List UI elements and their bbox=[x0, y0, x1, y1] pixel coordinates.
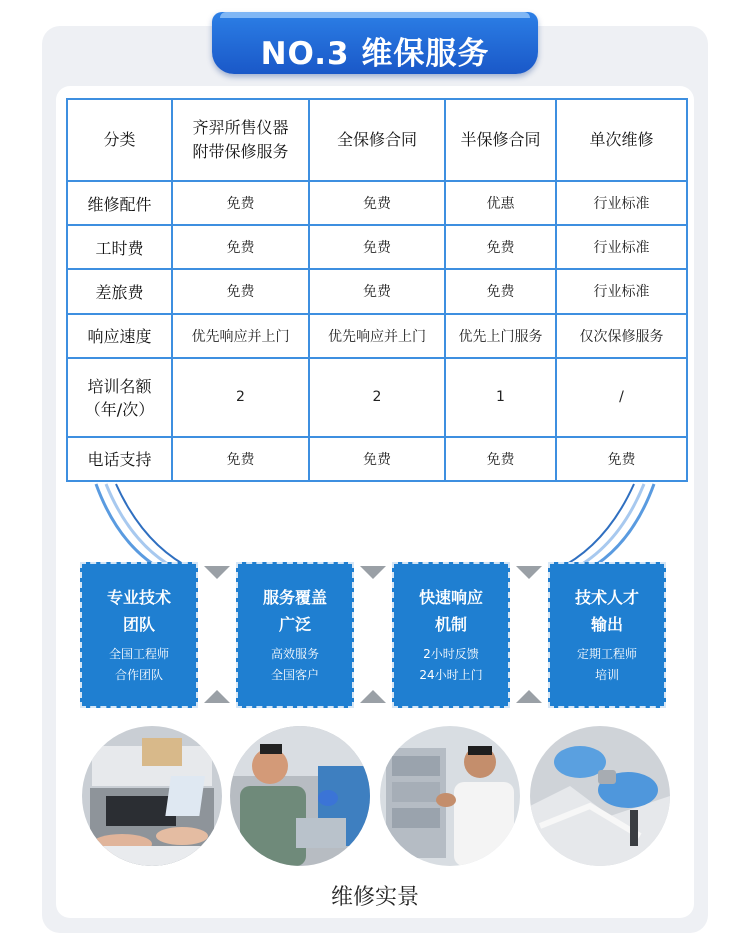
feature-card bbox=[236, 562, 354, 708]
table-row bbox=[67, 358, 687, 437]
table-header-line: 附带保修服务 bbox=[192, 142, 289, 162]
feature-title bbox=[238, 584, 352, 638]
row-label-line: 培训名额 bbox=[87, 377, 152, 397]
instrument-service-photo bbox=[380, 726, 520, 866]
feature-title-line: 技术人才 bbox=[574, 588, 639, 607]
table-header-cell bbox=[172, 99, 309, 181]
feature-title-line: 服务覆盖 bbox=[262, 588, 327, 607]
feature-title-line: 专业技术 bbox=[106, 588, 171, 607]
table-header-cell: 分类 bbox=[67, 99, 172, 181]
row-label: 维修配件 bbox=[67, 181, 172, 225]
table-cell: 免费 bbox=[556, 437, 687, 481]
table-cell: 1 bbox=[445, 358, 556, 437]
table-cell: 优先响应并上门 bbox=[172, 314, 309, 358]
row-label bbox=[67, 358, 172, 437]
row-label: 工时费 bbox=[67, 225, 172, 269]
table-cell: 行业标准 bbox=[556, 225, 687, 269]
table-row bbox=[67, 225, 687, 269]
table-cell: 2 bbox=[309, 358, 445, 437]
triangle-down-icon bbox=[516, 566, 542, 579]
feature-line: 培训 bbox=[594, 668, 619, 682]
table-header-cell: 半保修合同 bbox=[445, 99, 556, 181]
table-row bbox=[67, 269, 687, 313]
table-cell: 优先响应并上门 bbox=[309, 314, 445, 358]
table-cell: 免费 bbox=[309, 225, 445, 269]
table-header-line: 齐羿所售仪器 bbox=[192, 118, 289, 138]
feature-title-line: 团队 bbox=[122, 615, 155, 634]
feature-line: 2小时反馈 bbox=[423, 647, 479, 661]
feature-line: 合作团队 bbox=[114, 668, 163, 682]
row-label: 响应速度 bbox=[67, 314, 172, 358]
triangle-up-icon bbox=[516, 690, 542, 703]
feature-line: 定期工程师 bbox=[576, 647, 637, 661]
row-label-line: （年/次） bbox=[84, 400, 155, 420]
feature-title-line: 快速响应 bbox=[418, 588, 483, 607]
feature-title bbox=[82, 584, 196, 638]
table-cell: 免费 bbox=[445, 437, 556, 481]
engineer-lab-photo bbox=[230, 726, 370, 866]
table-cell: 行业标准 bbox=[556, 269, 687, 313]
table-cell: 免费 bbox=[445, 269, 556, 313]
table-header-cell: 单次维修 bbox=[556, 99, 687, 181]
table-cell: / bbox=[556, 358, 687, 437]
triangle-down-icon bbox=[360, 566, 386, 579]
table-row bbox=[67, 314, 687, 358]
feature-line: 高效服务 bbox=[270, 647, 319, 661]
table-cell: 优先上门服务 bbox=[445, 314, 556, 358]
row-label: 差旅费 bbox=[67, 269, 172, 313]
laptop-repair-photo bbox=[82, 726, 222, 866]
feature-title-line: 机制 bbox=[434, 615, 467, 634]
feature-details bbox=[238, 644, 352, 686]
feature-title-line: 广泛 bbox=[278, 615, 311, 634]
table-cell: 免费 bbox=[309, 437, 445, 481]
section-title-tab bbox=[212, 12, 538, 74]
table-cell: 免费 bbox=[309, 181, 445, 225]
service-comparison-table bbox=[66, 98, 688, 482]
feature-title bbox=[394, 584, 508, 638]
feature-line: 全国工程师 bbox=[108, 647, 169, 661]
feature-card bbox=[548, 562, 666, 708]
feature-line: 全国客户 bbox=[270, 668, 319, 682]
table-cell: 免费 bbox=[309, 269, 445, 313]
feature-details bbox=[550, 644, 664, 686]
feature-details bbox=[82, 644, 196, 686]
feature-title bbox=[550, 584, 664, 638]
table-cell: 免费 bbox=[172, 225, 309, 269]
table-cell: 2 bbox=[172, 358, 309, 437]
table-cell: 免费 bbox=[172, 437, 309, 481]
feature-line: 24小时上门 bbox=[419, 668, 483, 682]
table-cell: 免费 bbox=[445, 225, 556, 269]
table-cell: 行业标准 bbox=[556, 181, 687, 225]
gallery-caption: 维修实景 bbox=[330, 885, 419, 910]
table-cell: 免费 bbox=[172, 269, 309, 313]
section-title: NO.3 维保服务 bbox=[260, 36, 490, 72]
table-header-cell: 全保修合同 bbox=[309, 99, 445, 181]
table-cell: 优惠 bbox=[445, 181, 556, 225]
feature-title-line: 输出 bbox=[590, 615, 623, 634]
table-row bbox=[67, 181, 687, 225]
triangle-up-icon bbox=[360, 690, 386, 703]
triangle-up-icon bbox=[204, 690, 230, 703]
feature-card bbox=[80, 562, 198, 708]
table-cell: 免费 bbox=[172, 181, 309, 225]
feature-card bbox=[392, 562, 510, 708]
gloved-part-photo bbox=[530, 726, 670, 866]
feature-details bbox=[394, 644, 508, 686]
table-cell: 仅次保修服务 bbox=[556, 314, 687, 358]
row-label: 电话支持 bbox=[67, 437, 172, 481]
table-header-row bbox=[67, 99, 687, 181]
triangle-down-icon bbox=[204, 566, 230, 579]
